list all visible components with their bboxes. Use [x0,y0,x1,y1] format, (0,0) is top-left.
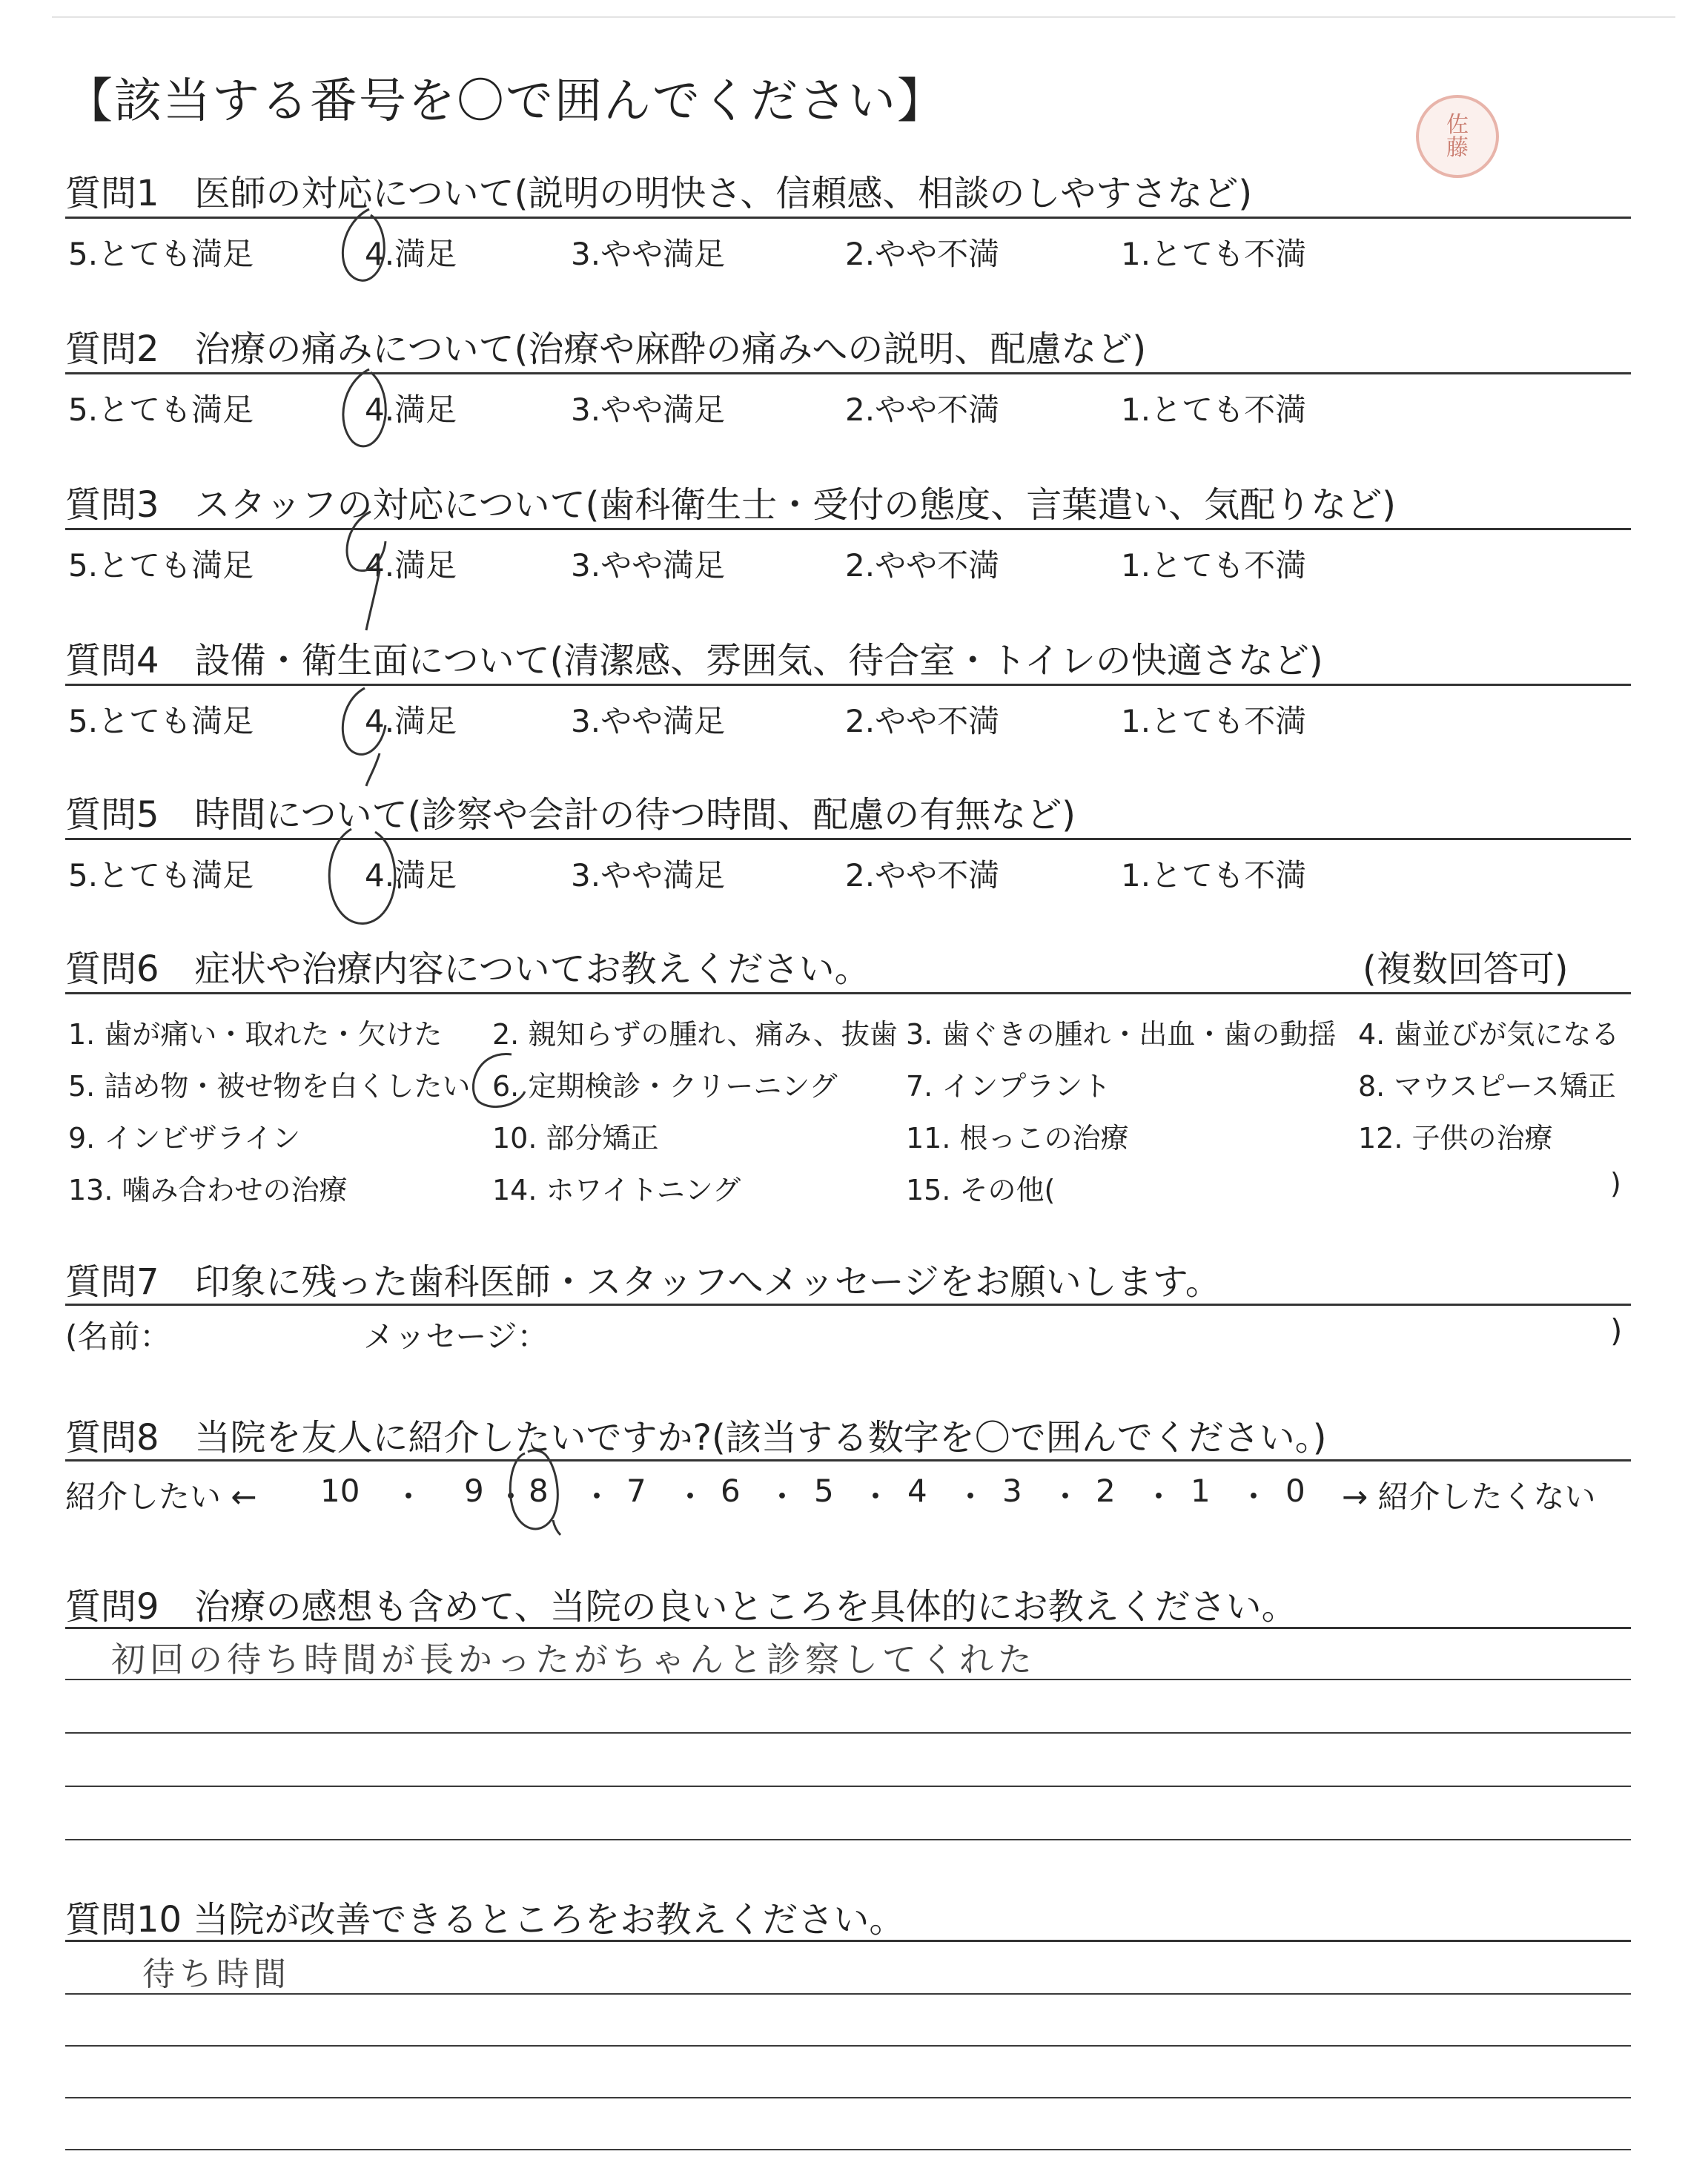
option-3[interactable]: 3.やや満足 [571,857,726,894]
symptom-option[interactable]: 11. 根っこの治療 [906,1122,1129,1155]
scale-number[interactable]: 2 [1096,1473,1116,1509]
option-3[interactable]: 3.やや満足 [571,236,726,272]
scale-number[interactable]: 8 [529,1473,549,1509]
question-6-title: 質問6 症状や治療内容についてお教えください。 [65,948,870,990]
question-4-title: 質問4 設備・衛生面について(清潔感、雰囲気、待合室・トイレの快適さなど) [65,640,1323,681]
option-1[interactable]: 1.とても不満 [1121,392,1307,428]
symptom-option[interactable]: 12. 子供の治療 [1358,1122,1553,1155]
option-1[interactable]: 1.とても不満 [1121,703,1307,739]
option-5[interactable]: 5.とても満足 [68,703,254,739]
form-title: 【該当する番号を〇で囲んでください】 [65,74,946,129]
option-4[interactable]: 4.満足 [365,703,457,739]
seal-stamp: 佐 藤 [1416,95,1499,178]
option-2[interactable]: 2.やや不満 [845,236,1000,272]
option-4[interactable]: 4.満足 [365,236,457,272]
option-1[interactable]: 1.とても不満 [1121,547,1307,584]
symptom-option[interactable]: 7. インプラント [906,1070,1111,1103]
question-rule [65,372,1631,374]
scale-dot: ・ [675,1479,706,1515]
option-5[interactable]: 5.とても満足 [68,236,254,272]
question-3-title: 質問3 スタッフの対応について(歯科衛生士・受付の態度、言葉遣い、気配りなど) [65,484,1397,526]
answer-line [65,1786,1631,1787]
question-rule [65,1459,1631,1462]
answer-line [65,2149,1631,2150]
option-5[interactable]: 5.とても満足 [68,547,254,584]
symptom-option[interactable]: 3. 歯ぐきの腫れ・出血・歯の動揺 [906,1018,1337,1051]
message-close-paren: ) [1610,1312,1623,1349]
question-rule [65,838,1631,840]
question-rule [65,1940,1631,1942]
q9-handwritten-answer: 初回の待ち時間が長かったがちゃんと診察してくれた [111,1639,1036,1680]
symptom-option[interactable]: 14. ホワイトニング [492,1174,741,1206]
answer-line [65,2097,1631,2098]
option-3[interactable]: 3.やや満足 [571,703,726,739]
question-2-title: 質問2 治療の痛みについて(治療や麻酔の痛みへの説明、配慮など) [65,328,1147,370]
question-rule [65,528,1631,530]
question-rule [65,217,1631,219]
option-3[interactable]: 3.やや満足 [571,547,726,584]
symptom-option[interactable]: 6. 定期検診・クリーニング [492,1070,838,1103]
option-2[interactable]: 2.やや不満 [845,703,1000,739]
question-5-title: 質問5 時間について(診察や会計の待つ時間、配慮の有無など) [65,794,1076,836]
symptom-option[interactable]: 15. その他( [906,1174,1056,1206]
answer-line [65,1732,1631,1734]
option-5[interactable]: 5.とても満足 [68,857,254,894]
scale-number[interactable]: 6 [721,1473,741,1509]
option-4[interactable]: 4.満足 [365,857,457,894]
option-4[interactable]: 4.満足 [365,392,457,428]
symptom-option[interactable]: 8. マウスピース矯正 [1358,1070,1616,1103]
scale-dot: ・ [581,1479,613,1515]
question-9-title: 質問9 治療の感想も含めて、当院の良いところを具体的にお教えください。 [65,1586,1297,1628]
question-rule [65,992,1631,994]
symptom-option[interactable]: 2. 親知らずの腫れ、痛み、抜歯 [492,1018,898,1051]
question-8-title: 質問8 当院を友人に紹介したいですか?(該当する数字を〇で囲んでください。) [65,1417,1327,1459]
message-label: メッセージ： [363,1318,549,1355]
option-1[interactable]: 1.とても不満 [1121,236,1307,272]
symptom-option[interactable]: 5. 詰め物・被せ物を白くしたい [68,1070,471,1103]
name-label: (名前： [65,1318,171,1355]
option-3[interactable]: 3.やや満足 [571,392,726,428]
question-10-title: 質問10 当院が改善できるところをお教えください。 [65,1899,905,1941]
question-rule [65,1627,1631,1629]
scale-dot: ・ [1238,1479,1270,1515]
symptom-option[interactable]: 13. 噛み合わせの治療 [68,1174,348,1206]
scale-number[interactable]: 1 [1191,1473,1211,1509]
question-rule [65,1304,1631,1306]
scale-dot: ・ [955,1479,987,1515]
multiple-answer-note: (複数回答可) [1363,948,1569,990]
question-1-title: 質問1 医師の対応について(説明の明快さ、信頼感、相談のしやすさなど) [65,173,1253,214]
question-rule [65,684,1631,686]
answer-line [65,2045,1631,2047]
option-4[interactable]: 4.満足 [365,547,457,584]
scale-dot: ・ [1143,1479,1175,1515]
scale-number[interactable]: 7 [626,1473,646,1509]
answer-line [65,1839,1631,1840]
scale-number[interactable]: 9 [464,1473,484,1509]
option-2[interactable]: 2.やや不満 [845,392,1000,428]
scale-dot: ・ [767,1479,798,1515]
option-2[interactable]: 2.やや不満 [845,547,1000,584]
q10-handwritten-answer: 待ち時間 [142,1955,291,1993]
scale-dot: ・ [860,1479,892,1515]
option-5[interactable]: 5.とても満足 [68,392,254,428]
option-1[interactable]: 1.とても不満 [1121,857,1307,894]
scale-right-label: → 紹介したくない [1342,1479,1596,1515]
option-2[interactable]: 2.やや不満 [845,857,1000,894]
scale-number[interactable]: 3 [1002,1473,1022,1509]
answer-line [65,1993,1631,1995]
scale-number[interactable]: 10 [320,1473,360,1509]
other-close-paren: ) [1610,1167,1621,1200]
scale-dot: ・ [393,1479,425,1515]
scale-left-label: 紹介したい ← [65,1479,257,1515]
scale-number[interactable]: 5 [814,1473,834,1509]
scale-dot: ・ [1050,1479,1082,1515]
scale-number[interactable]: 4 [907,1473,927,1509]
symptom-option[interactable]: 9. インビザライン [68,1122,301,1155]
top-border [52,16,1675,18]
symptom-option[interactable]: 10. 部分矯正 [492,1122,659,1155]
question-7-title: 質問7 印象に残った歯科医師・スタッフへメッセージをお願いします。 [65,1261,1221,1303]
symptom-option[interactable]: 1. 歯が痛い・取れた・欠けた [68,1018,443,1051]
answer-line [65,1679,1631,1680]
scale-dot: ・ [495,1479,527,1515]
symptom-option[interactable]: 4. 歯並びが気になる [1358,1018,1620,1051]
scale-number[interactable]: 0 [1285,1473,1305,1509]
